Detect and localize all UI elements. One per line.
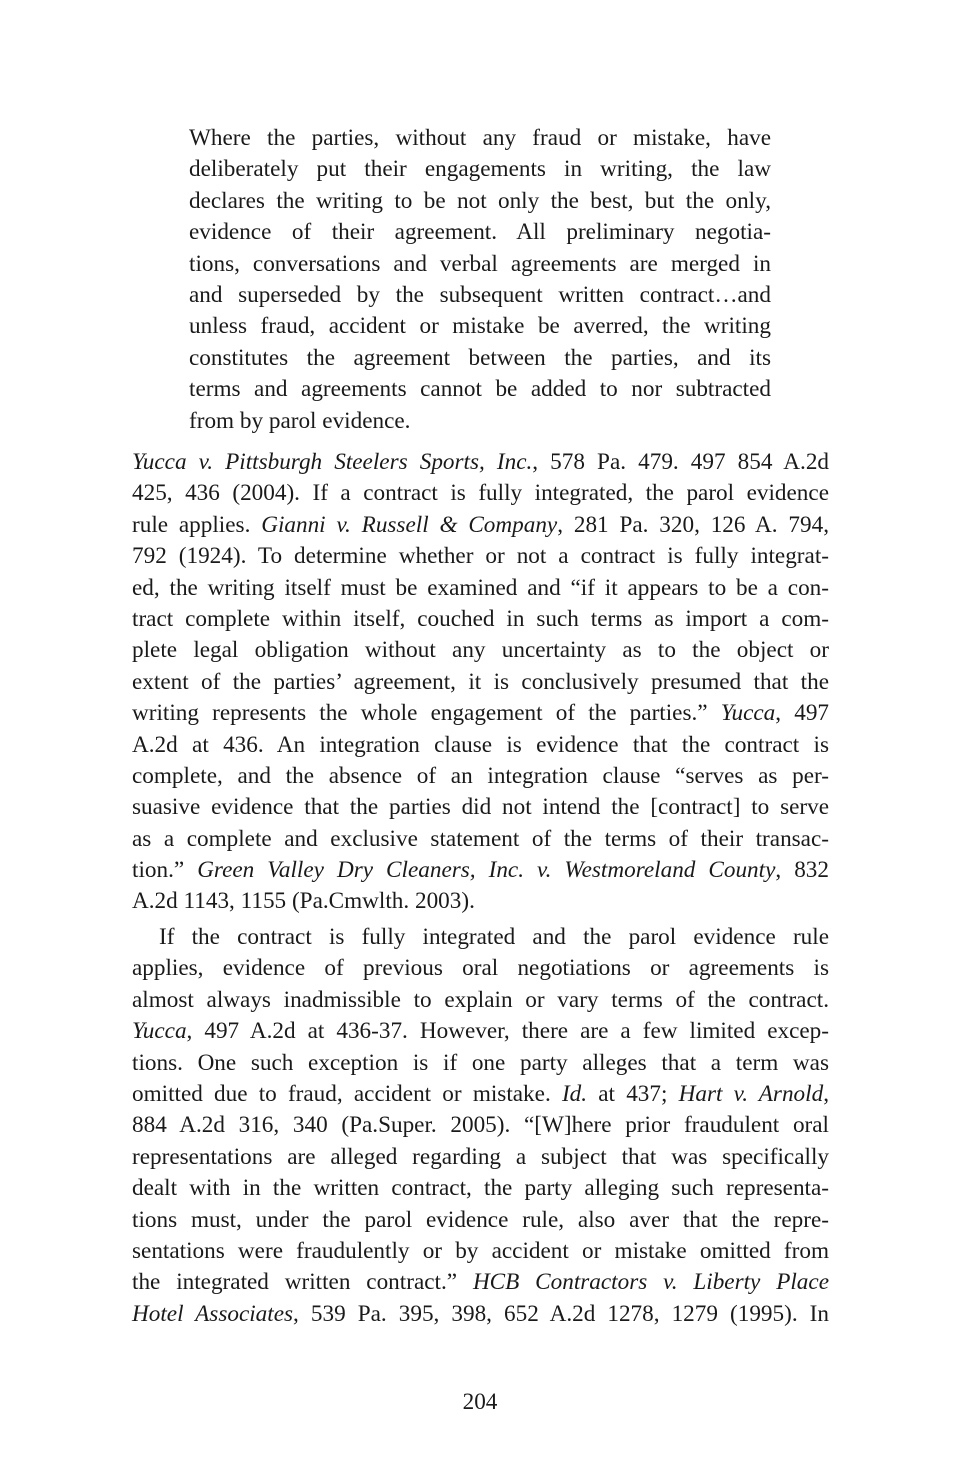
text-run: omitted due to fraud, accident or mistake. [132,1080,562,1107]
text-run: , 539 Pa. 395, 398, 652 A.2d 1278, 1279 (1995). In [293,1300,829,1327]
case-citation: Yucca [132,1018,187,1045]
text-run: the integrated written contract.” [132,1269,473,1296]
quote-line: declares the writing to be not only the best, but the only, [189,187,771,214]
text-line: applies, evidence of previous oral negotiations or agreements is [132,955,829,982]
text-line [132,510,829,541]
text-line: plete legal obligation without any uncertainty as to the object or [132,637,829,664]
text-run: , [823,1080,829,1107]
text-line: 884 A.2d 316, 340 (Pa.Super. 2005). “[W]here prior fraudulent oral [132,1112,829,1139]
text-run: tion.” [132,857,198,884]
text-line: 792 (1924). To determine whether or not a contract is fully integrat- [132,543,829,570]
case-citation: Hotel Associates [132,1300,294,1327]
text-line: A.2d 1143, 1155 (Pa.Cmwlth. 2003). [132,888,475,915]
case-citation: Yucca [720,700,776,727]
quote-line: from by parol evidence. [189,407,411,434]
text-line: A.2d at 436. An integration clause is evidence that the contract is [132,731,829,758]
quote-line: constitutes the agreement between the parties, and its [189,344,771,371]
case-citation: HCB Contractors v. Liberty Place [472,1269,829,1296]
text-run: rule applies. [132,511,262,538]
quote-line: terms and agreements cannot be added to nor subtracted [189,376,771,403]
text-line: tract complete within itself, couched in such terms as import a com- [132,605,829,632]
text-line: suasive evidence that the parties did not intend the [contract] to serve [132,794,829,821]
text-line [132,855,829,886]
text-line: If the contract is fully integrated and the parol evidence rule [159,924,829,950]
text-run: , 497 A.2d at 436-37. However, there are a few limited excep- [186,1018,829,1045]
quote-line: deliberately put their engagements in writing, the law [189,156,771,183]
text-line: complete, and the absence of an integration clause “serves as per- [132,762,829,789]
text-run: , 497 [775,700,830,727]
text-line: as a complete and exclusive statement of the terms of their transac- [132,825,829,852]
quote-line: tions, conversations and verbal agreements are merged in [189,250,771,277]
text-line: tions. One such exception is if one party alleges that a term was [132,1049,829,1076]
text-run: , 578 Pa. 479. 497 854 A.2d [532,449,830,475]
text-line: dealt with in the written contract, the party alleging such representa- [132,1175,829,1202]
text-line [132,1079,829,1110]
text-line: extent of the parties’ agreement, it is conclusively presumed that the [132,668,829,695]
text-line: almost always inadmissible to explain or vary terms of the contract. [132,986,829,1013]
paragraph-citation [132,447,829,918]
quote-line: Where the parties, without any fraud or mistake, have [189,125,771,151]
text-line: 425, 436 (2004). If a contract is fully integrated, the parol evidence [132,480,829,507]
block-quote [189,123,771,437]
text-run: at 437; [587,1080,679,1107]
quote-line: and superseded by the subsequent written contract…and [189,281,771,308]
page-number: 204 [462,1389,498,1415]
text-run: , 832 [775,857,829,884]
paragraph-exceptions [132,922,829,1330]
text-line: representations are alleged regarding a subject that was specifically [132,1143,829,1170]
quote-line: unless fraud, accident or mistake be averred, the writing [189,313,771,340]
text-line: ed, the writing itself must be examined and “if it appears to be a con- [132,574,829,601]
text-line: sentations were fraudulently or by accident or mistake omitted from [132,1237,829,1264]
case-citation: Id. [561,1080,588,1107]
text-run: writing represents the whole engagement of the parties.” [132,700,721,727]
text-line [132,698,829,729]
text-line [132,1299,829,1330]
text-line: tions must, under the parol evidence rule, also aver that the repre- [132,1206,829,1233]
case-citation: Gianni v. Russell & Company [261,511,558,538]
text-line [132,447,829,478]
case-citation: Green Valley Dry Cleaners, Inc. v. Westmoreland County [197,857,776,884]
case-citation: Hart v. Arnold [678,1080,824,1107]
case-citation: Yucca v. Pittsburgh Steelers Sports, Inc. [132,449,533,475]
quote-line: evidence of their agreement. All preliminary negotia- [189,219,771,246]
text-run: , 281 Pa. 320, 126 A. 794, [557,511,829,538]
text-line [132,1016,829,1047]
text-line [132,1267,829,1298]
